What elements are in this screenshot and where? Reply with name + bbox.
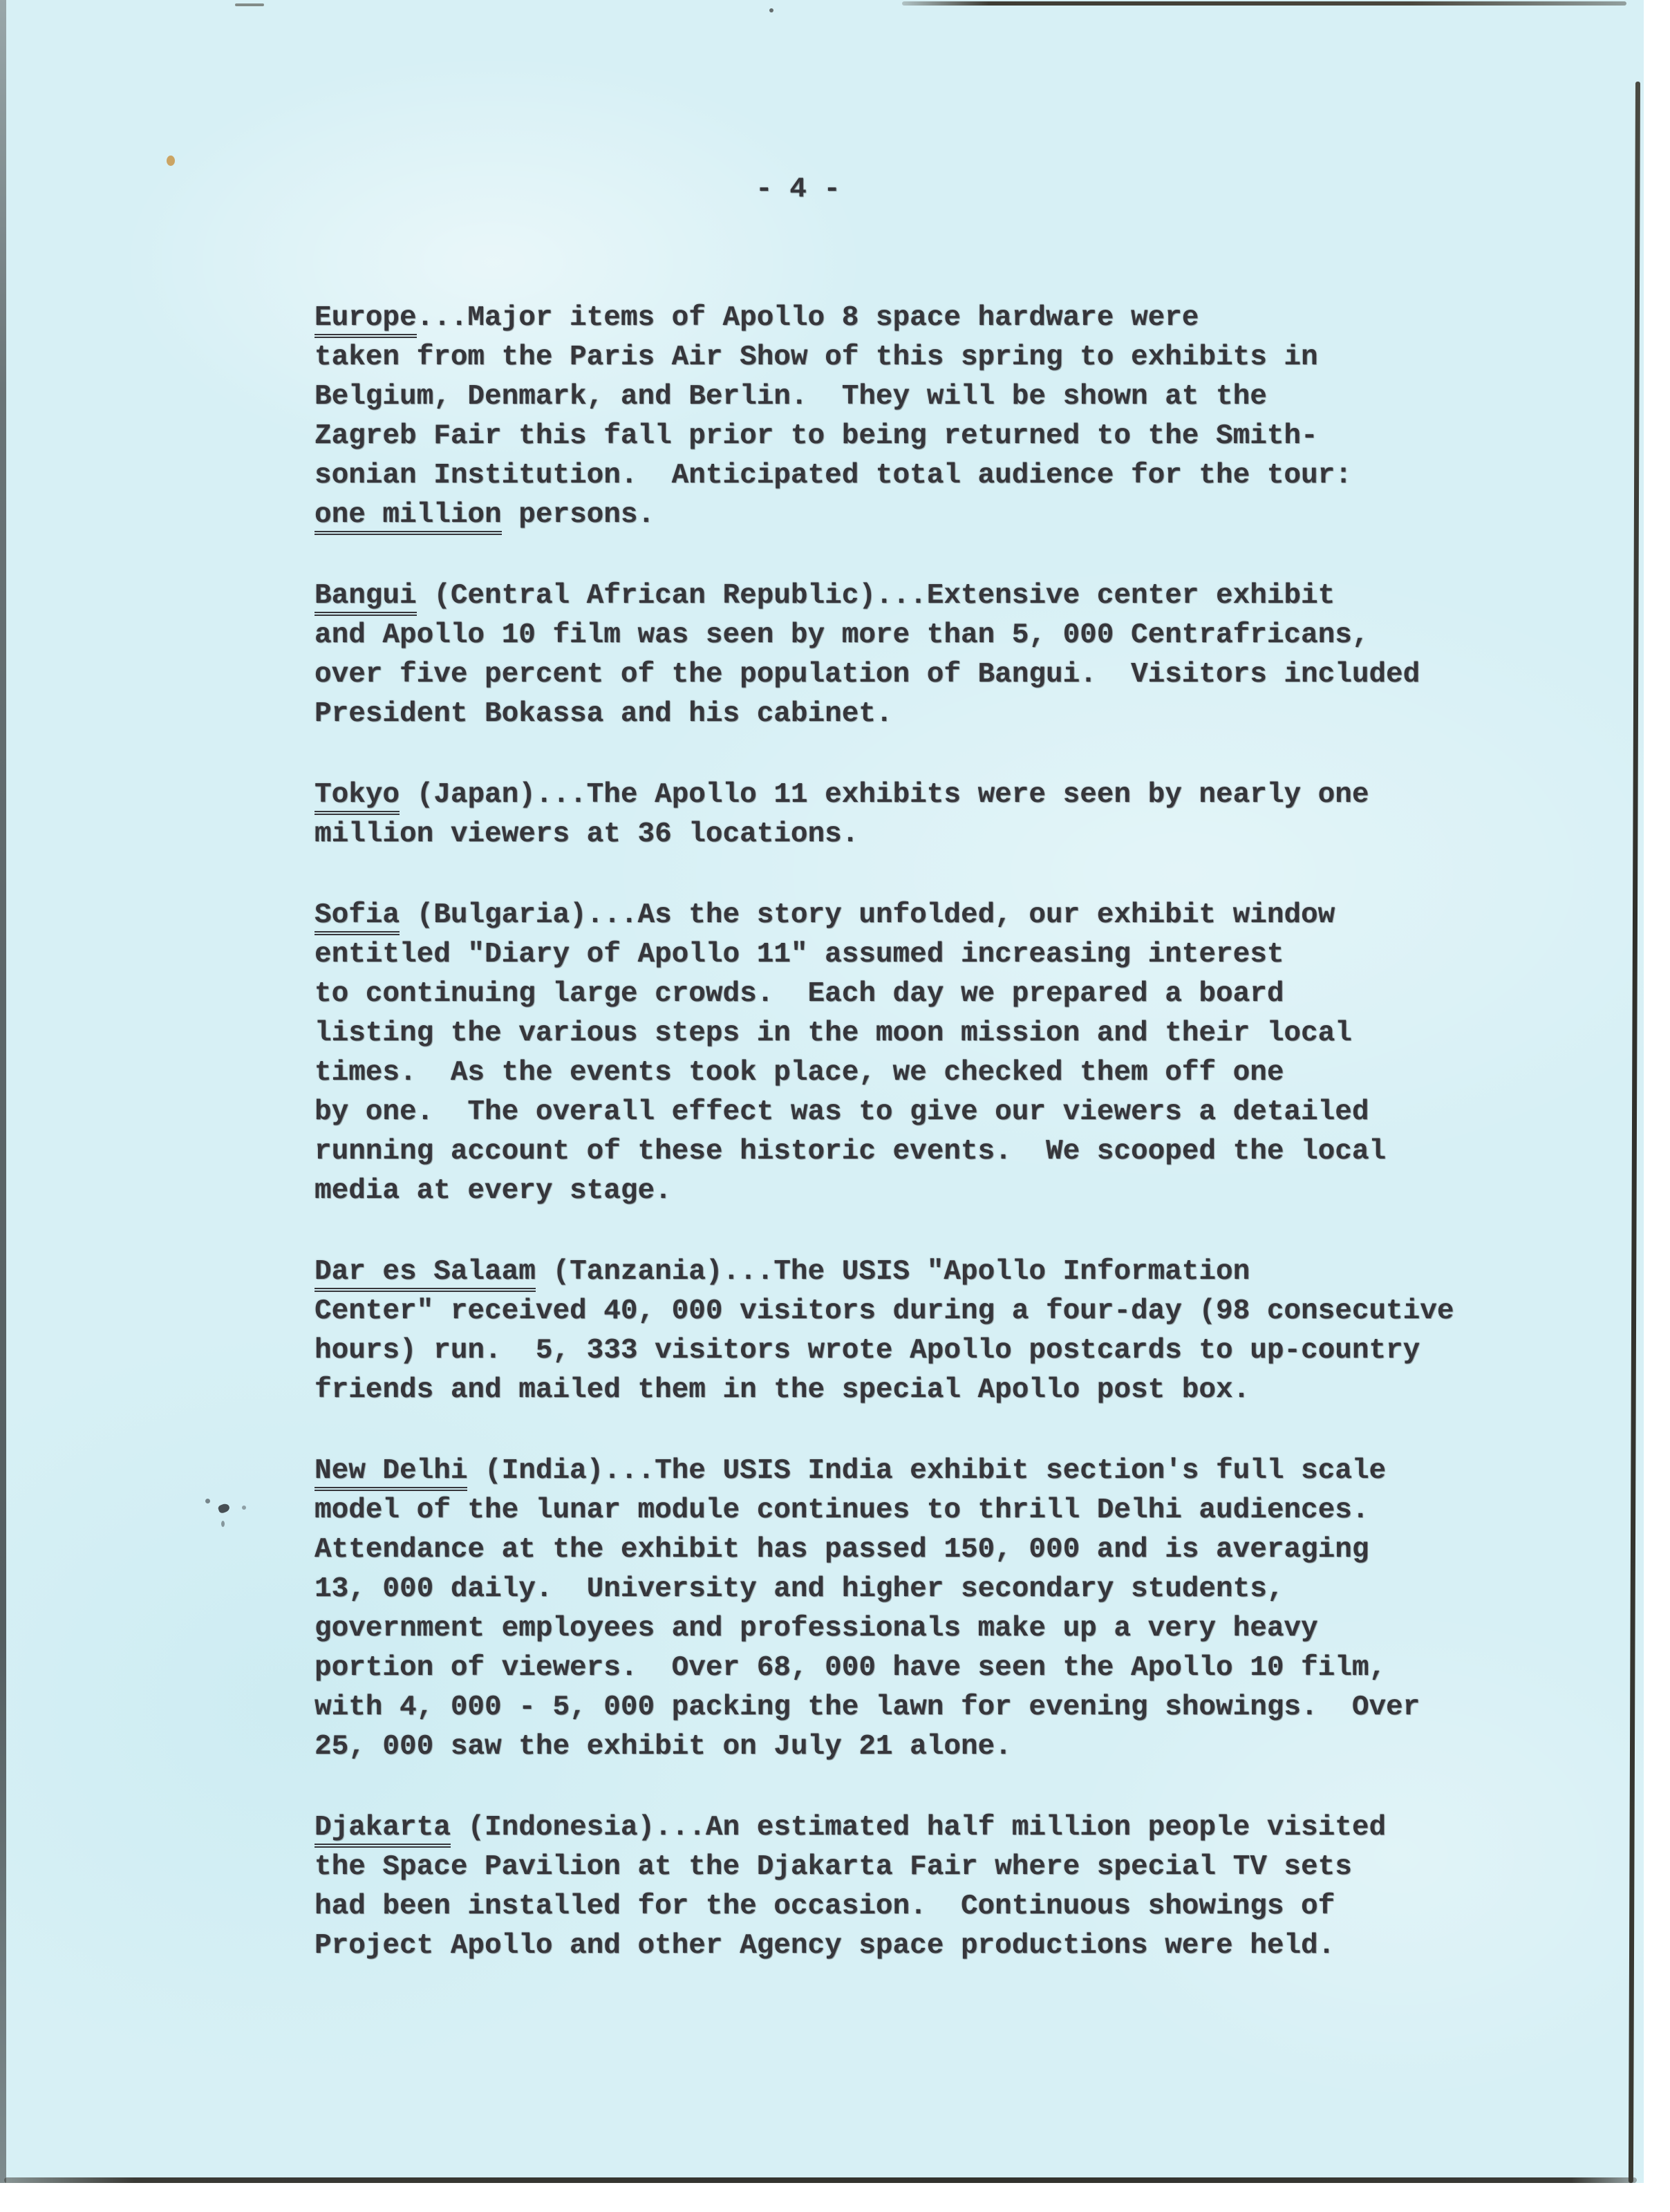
- text-line: New Delhi (India)...The USIS India exhibit section's full scale: [315, 1452, 1517, 1491]
- paragraph: [315, 776, 1517, 854]
- underlined-text: Bangui: [315, 580, 417, 616]
- page-number: - 4 -: [756, 174, 841, 205]
- text-line: times. As the events took place, we checked them off one: [315, 1057, 1284, 1089]
- text-line: hours) run. 5, 333 visitors wrote Apollo postcards to up-country: [315, 1335, 1420, 1367]
- text-line: sonian Institution. Anticipated total audience for the tour:: [315, 460, 1352, 491]
- text-line: Center" received 40, 000 visitors during a four-day (98 consecutive: [315, 1295, 1454, 1327]
- paragraph: [315, 577, 1517, 734]
- text-line: Europe...Major items of Apollo 8 space hardware were: [315, 299, 1517, 338]
- text-line: Bangui (Central African Republic)...Extensive center exhibit: [315, 577, 1517, 616]
- underlined-text: New Delhi: [315, 1455, 467, 1491]
- text-line: Attendance at the exhibit has passed 150, 000 and is averaging: [315, 1534, 1369, 1566]
- text-line: one million persons.: [315, 496, 1517, 535]
- text-line: Zagreb Fair this fall prior to being returned to the Smith-: [315, 420, 1318, 452]
- text-line: and Apollo 10 film was seen by more than 5, 000 Centrafricans,: [315, 619, 1369, 651]
- text-line: Sofia (Bulgaria)...As the story unfolded, our exhibit window: [315, 896, 1517, 935]
- document-body: [315, 299, 1517, 2007]
- text-line: by one. The overall effect was to give our viewers a detailed: [315, 1096, 1369, 1128]
- text-line: had been installed for the occasion. Continuous showings of: [315, 1891, 1335, 1922]
- underlined-text: Dar es Salaam: [315, 1256, 536, 1292]
- text-line: friends and mailed them in the special Apollo post box.: [315, 1374, 1250, 1406]
- paragraph: [315, 1808, 1517, 1966]
- text-line: with 4, 000 - 5, 000 packing the lawn for evening showings. Over: [315, 1691, 1420, 1723]
- paragraph: [315, 299, 1517, 535]
- paragraph: [315, 1253, 1517, 1410]
- text-line: the Space Pavilion at the Djakarta Fair where special TV sets: [315, 1851, 1352, 1883]
- underlined-text: Europe: [315, 302, 417, 338]
- text-line: Project Apollo and other Agency space productions were held.: [315, 1930, 1335, 1962]
- text-line: 13, 000 daily. University and higher secondary students,: [315, 1573, 1284, 1605]
- text-line: 25, 000 saw the exhibit on July 21 alone.: [315, 1731, 1012, 1763]
- text-line: entitled "Diary of Apollo 11" assumed increasing interest: [315, 939, 1284, 971]
- text-line: model of the lunar module continues to thrill Delhi audiences.: [315, 1494, 1369, 1526]
- text-line: portion of viewers. Over 68, 000 have seen the Apollo 10 film,: [315, 1652, 1387, 1684]
- text-line: government employees and professionals make up a very heavy: [315, 1613, 1318, 1644]
- text-line: running account of these historic events. We scooped the local: [315, 1136, 1387, 1168]
- text-line: Dar es Salaam (Tanzania)...The USIS "Apollo Information: [315, 1253, 1517, 1292]
- text-line: taken from the Paris Air Show of this spring to exhibits in: [315, 341, 1318, 373]
- text-line: President Bokassa and his cabinet.: [315, 698, 893, 730]
- underlined-text: Djakarta: [315, 1812, 451, 1848]
- underlined-text: one million: [315, 499, 502, 535]
- text-line: to continuing large crowds. Each day we prepared a board: [315, 978, 1284, 1010]
- paragraph: [315, 1452, 1517, 1767]
- paragraph: [315, 896, 1517, 1211]
- text-line: media at every stage.: [315, 1175, 672, 1207]
- text-line: listing the various steps in the moon mission and their local: [315, 1018, 1352, 1049]
- underlined-text: Sofia: [315, 899, 400, 935]
- text-line: Djakarta (Indonesia)...An estimated half million people visited: [315, 1808, 1517, 1848]
- text-line: Belgium, Denmark, and Berlin. They will be shown at the: [315, 381, 1267, 413]
- underlined-text: Tokyo: [315, 779, 400, 815]
- text-line: million viewers at 36 locations.: [315, 818, 859, 850]
- text-line: over five percent of the population of Bangui. Visitors included: [315, 659, 1420, 691]
- text-line: Tokyo (Japan)...The Apollo 11 exhibits were seen by nearly one: [315, 776, 1517, 815]
